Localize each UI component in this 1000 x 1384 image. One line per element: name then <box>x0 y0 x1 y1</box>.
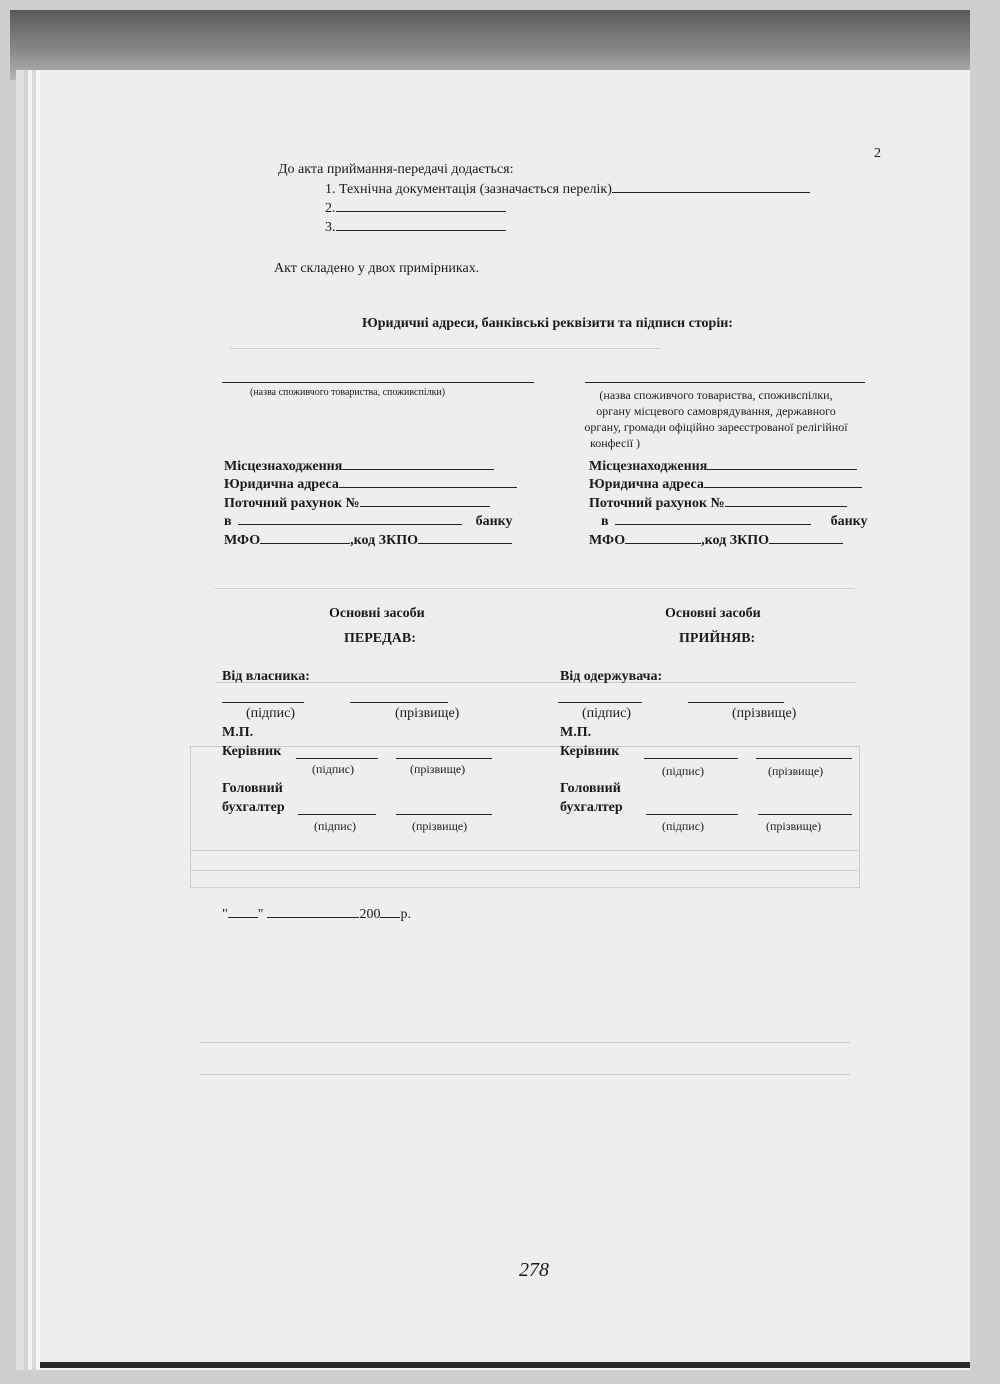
receiver-surname-line <box>688 702 784 703</box>
left-accountant-surname-line <box>396 814 492 815</box>
left-seal: М.П. <box>222 725 254 740</box>
left-head-signature-line <box>296 758 378 759</box>
attachment-3 <box>325 218 506 236</box>
section-title: Юридичні адреси, банківські реквізити та підписи сторін: <box>362 316 733 331</box>
receiver-signature-caption: (підпис) <box>582 706 632 721</box>
left-mfo-zkpo: МФО ,код ЗКПО <box>224 531 512 549</box>
left-party-caption: (назва споживчого товариства, споживспілки) <box>250 387 446 398</box>
left-accountant-signature-line <box>298 814 376 815</box>
right-head-label: Керівник <box>560 744 620 759</box>
right-location: Місцезнаходження <box>589 457 857 475</box>
owner-surname-line <box>350 702 448 703</box>
left-account: Поточний рахунок № <box>224 494 490 512</box>
left-legal-address: Юридична адреса <box>224 475 517 493</box>
right-legal-address: Юридична адреса <box>589 475 862 493</box>
date-line <box>222 905 411 923</box>
left-accountant-label: бухгалтер <box>222 800 285 815</box>
left-assets-label: Основні засоби <box>329 606 425 621</box>
left-bank: в банку <box>224 514 513 529</box>
left-chief-label: Головний <box>222 781 283 796</box>
date-suffix: р. <box>400 907 411 922</box>
right-caption-line-1: (назва споживчого товариства, споживспілки, <box>599 388 833 402</box>
right-head-surname-line <box>756 758 852 759</box>
attachment-3-label: 3. <box>325 220 336 235</box>
owner-signature-caption: (підпис) <box>246 706 296 721</box>
left-accountant-surname-caption: (прізвище) <box>412 819 468 833</box>
scan-bottom-edge <box>40 1362 970 1368</box>
left-party-name-line <box>222 382 534 383</box>
right-mfo-zkpo: МФО ,код ЗКПО <box>589 531 843 549</box>
left-head-surname-caption: (прізвище) <box>410 762 466 776</box>
right-head-surname-caption: (прізвище) <box>768 764 824 778</box>
receiver-surname-caption: (прізвище) <box>732 706 797 721</box>
right-caption-line-4: конфесії ) <box>590 436 641 450</box>
left-head-signature-caption: (підпис) <box>312 762 355 776</box>
right-accountant-signature-line <box>646 814 738 815</box>
left-head-label: Керівник <box>222 744 282 759</box>
right-party-caption <box>548 387 884 451</box>
attachment-2 <box>325 199 506 217</box>
attachment-1-label: 1. Технічна документація (зазначається перелік) <box>325 182 612 197</box>
right-accountant-signature-caption: (підпис) <box>662 819 705 833</box>
left-accountant-signature-caption: (підпис) <box>314 819 357 833</box>
right-caption-line-2: органу місцевого самоврядування, державного <box>596 404 836 418</box>
attachments-intro: До акта приймання-передачі додається: <box>278 162 514 177</box>
left-location: Місцезнаходження <box>224 457 494 475</box>
date-year: 200 <box>359 907 381 922</box>
right-accountant-surname-caption: (прізвище) <box>766 819 822 833</box>
right-assets-label: Основні засоби <box>665 606 761 621</box>
right-accountant-surname-line <box>758 814 852 815</box>
receiver-signature-line <box>558 702 642 703</box>
from-owner-label: Від власника: <box>222 669 310 684</box>
right-chief-label: Головний <box>560 781 621 796</box>
document-page <box>40 70 970 1370</box>
from-receiver-label: Від одержувача: <box>560 669 663 684</box>
right-head-signature-line <box>644 758 738 759</box>
page-number: 278 <box>519 1259 549 1281</box>
attachment-1 <box>325 180 810 198</box>
transferred-label: ПЕРЕДАВ: <box>344 631 416 646</box>
left-head-surname-line <box>396 758 492 759</box>
right-head-signature-caption: (підпис) <box>662 764 705 778</box>
attachment-2-label: 2. <box>325 201 336 216</box>
date-open-quote: " <box>222 907 228 922</box>
right-caption-line-3: органу, громади офіційно зареєстрованої релігійної <box>584 420 848 434</box>
owner-signature-line <box>222 702 304 703</box>
right-bank: в банку <box>601 514 868 529</box>
page-corner-number: 2 <box>874 146 881 161</box>
right-seal: М.П. <box>560 725 592 740</box>
owner-surname-caption: (прізвище) <box>395 706 460 721</box>
date-close-quote: " <box>257 907 264 922</box>
copies-note: Акт складено у двох примірниках. <box>274 261 480 276</box>
right-party-name-line <box>585 382 865 383</box>
accepted-label: ПРИЙНЯВ: <box>679 631 756 646</box>
right-accountant-label: бухгалтер <box>560 800 623 815</box>
right-account: Поточний рахунок № <box>589 494 847 512</box>
